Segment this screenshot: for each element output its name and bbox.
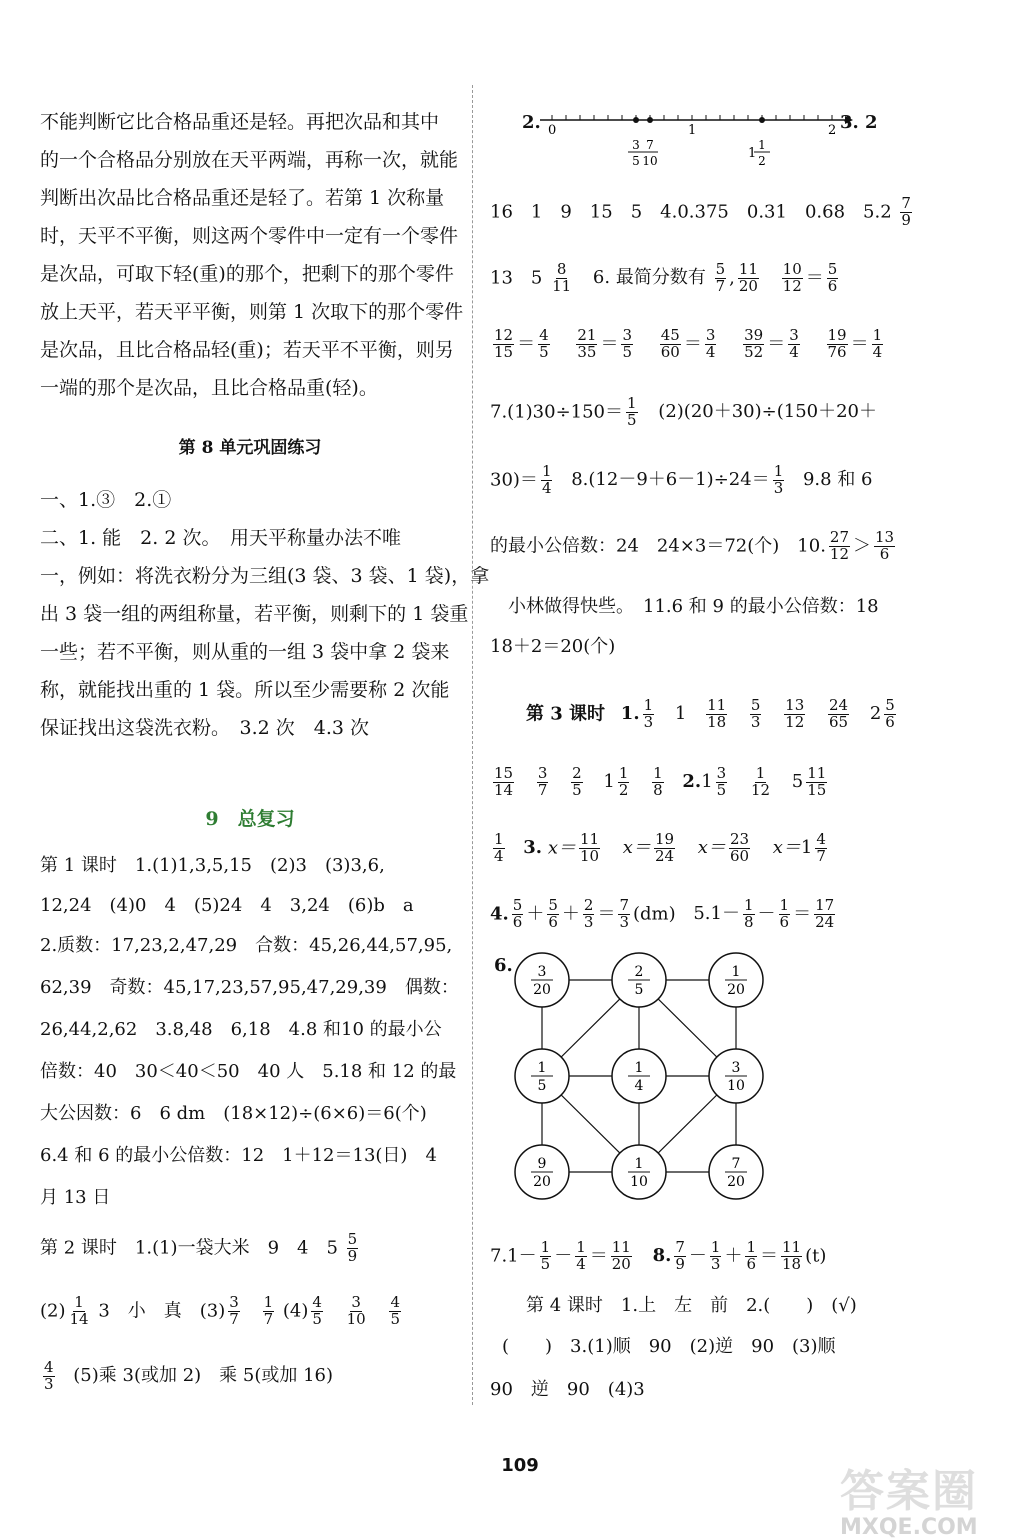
fraction: $\frac{19}{76}$ — [827, 326, 847, 361]
fraction: $\frac{5}{7}$ — [715, 260, 726, 295]
page-number: 109 — [501, 1455, 539, 1476]
fraction-denominator: 5 — [632, 154, 640, 168]
column-divider — [472, 85, 473, 1405]
text-span: 6. 最简分数有 — [592, 267, 706, 289]
text-line: 2.质数：17,23,2,47,29 合数：45,26,44,57,95, — [40, 935, 453, 956]
lesson4-line1: 第 4 课时 1.上 左 前 2.( ) (√) — [526, 1295, 857, 1316]
fraction: $\frac{7}{9}$ — [901, 194, 911, 229]
text-line: 62,39 奇数：45,17,23,57,95,47,29,39 偶数： — [40, 977, 459, 998]
fraction: $\frac{21}{35}$ — [577, 326, 597, 361]
fraction: $\frac{13}{12}$ — [785, 696, 805, 731]
fraction: $\frac{12}{15}$ — [494, 326, 514, 361]
fraction: $\frac{1}{14}$ — [69, 1293, 89, 1328]
text-line: 18＋2＝20(个) — [490, 636, 616, 657]
fraction: $\frac{1}{3}$ — [643, 696, 654, 731]
fraction: $\frac{4}{3}$ — [44, 1358, 54, 1393]
fraction: $\frac{1}{5}$ — [540, 1238, 551, 1273]
lesson4-line2: ( ) 3.(1)顺 90 (2)逆 90 (3)顺 — [502, 1336, 836, 1357]
fraction: $\frac{19}{24}$ — [654, 830, 675, 865]
text-span: x＝ — [622, 837, 651, 859]
lesson2-line3 — [40, 1360, 333, 1393]
point-marker — [647, 117, 653, 123]
number-line — [540, 108, 880, 168]
lesson3-row3 — [490, 832, 830, 865]
fraction: $\frac{1}{7}$ — [263, 1293, 274, 1328]
question-label: 8. — [652, 1245, 672, 1267]
lesson3-row5: 7.1－ $\frac{1}{5}$ － $\frac{1}{4}$ ＝ $\frac{11}{20}$ 8. $\frac{7}{9}$ － $\frac{1}{3}$ ＋ $\frac{1}{6}$ ＝ $\frac{11}{18}$ (t) — [490, 1238, 827, 1273]
question-label: 2. — [682, 771, 702, 793]
point-marker — [759, 117, 765, 123]
lesson4-line3: 90 逆 90 (4)3 — [490, 1379, 645, 1400]
text-line — [490, 396, 877, 429]
fraction: $\frac{27}{12}$ — [829, 528, 850, 563]
fraction: $\frac{3}{4}$ — [789, 326, 799, 361]
fraction: $\frac{5}{6}$ — [512, 896, 523, 931]
text-span: 16 1 9 15 5 4.0.375 0.31 0.68 5.2 — [490, 201, 892, 223]
fraction: $\frac{8}{11}$ — [552, 260, 572, 295]
fraction: $\frac{1}{4}$ — [872, 326, 883, 361]
fraction: $\frac{11}{10}$ — [579, 830, 600, 865]
watermark-logo — [840, 1455, 1015, 1540]
fraction-numerator: 3 — [632, 138, 640, 152]
text-line: 第 1 课时 1.(1)1,3,5,15 (2)3 (3)3,6, — [40, 855, 385, 876]
text-line — [490, 464, 873, 497]
fraction: $\frac{5}{9}$ — [347, 1230, 358, 1265]
node-numerator: 1 — [731, 964, 741, 980]
text-span: 的最小公倍数：24 24×3＝72(个) 10. — [490, 535, 826, 557]
number-line-block — [522, 108, 1002, 168]
node-denominator: 20 — [727, 982, 745, 998]
fraction-numerator: 1 — [758, 138, 766, 152]
fraction-denominator: 2 — [758, 154, 766, 168]
fraction: $\frac{7}{3}$ — [619, 896, 629, 931]
fraction: $\frac{24}{65}$ — [829, 696, 849, 731]
fraction: $\frac{3}{4}$ — [705, 326, 716, 361]
fraction: $\frac{2}{3}$ — [583, 896, 594, 931]
fraction-denominator: 10 — [642, 154, 658, 168]
fraction: $\frac{4}{5}$ — [390, 1293, 400, 1328]
text-line: 一端的那个是次品，且比合格品重(轻)。 — [40, 377, 378, 399]
text-span: 13 5 — [490, 267, 543, 289]
text-line: 月 13 日 — [40, 1187, 111, 1208]
lesson3-row2 — [490, 766, 830, 799]
text-line — [490, 530, 898, 563]
fraction: $\frac{1}{3}$ — [773, 462, 784, 497]
text-line: 一，例如：将洗衣粉分为三组(3 袋、3 袋、1 袋)，拿 — [40, 565, 490, 587]
node-denominator: 5 — [537, 1078, 547, 1094]
lesson-label: 第 3 课时 — [526, 703, 606, 725]
text-line: 13 5 $\frac{8}{11}$ 6. 最简分数有 $\frac{5}{7}$ , $\frac{11}{20}$ $\frac{10}{12}$ ＝ $\frac{5}{6}$ — [490, 260, 838, 295]
text-span: 第 2 课时 1.(1)一袋大米 9 4 5 — [40, 1237, 338, 1259]
fraction: $\frac{1}{6}$ — [779, 896, 790, 931]
fraction-numerator: 7 — [646, 138, 654, 152]
text-line — [490, 196, 915, 229]
text-span: (4) — [282, 1300, 309, 1322]
question-label: 2. — [522, 112, 541, 133]
fraction: $\frac{1}{4}$ — [541, 462, 552, 497]
fraction: $\frac{3}{5}$ — [622, 326, 633, 361]
fraction: $\frac{13}{6}$ — [875, 528, 895, 563]
fraction-graph-diagram — [504, 948, 774, 1208]
text-span: 1 — [674, 703, 687, 725]
text-line: 不能判断它比合格品重还是轻。再把次品和其中 — [40, 111, 440, 133]
text-line: 大公因数：6 6 dm (18×12)÷(6×6)＝6(个) — [40, 1103, 427, 1124]
mixed-number: 1 $\frac{3}{5}$ — [701, 764, 727, 799]
text-span: ＞ — [853, 535, 872, 557]
fraction: $\frac{5}{6}$ — [548, 896, 558, 931]
mixed-number: 1 $\frac{4}{7}$ — [800, 830, 826, 865]
text-line: 保证找出这袋洗衣粉。 3.2 次 4.3 次 — [40, 717, 370, 739]
fraction: $\frac{1}{3}$ — [710, 1238, 721, 1273]
fraction: $\frac{11}{18}$ — [782, 1238, 802, 1273]
node-numerator: 1 — [634, 1060, 644, 1076]
text-line: 小林做得快些。 11.6 和 9 的最小公倍数：18 — [508, 596, 879, 617]
text-span: (2) — [40, 1300, 66, 1322]
fraction: $\frac{23}{60}$ — [729, 830, 750, 865]
text-line: 倍数：40 30＜40＜50 40 人 5.18 和 12 的最 — [40, 1061, 457, 1082]
node-denominator: 5 — [634, 982, 644, 998]
text-span: (dm) — [632, 903, 676, 925]
node-denominator: 10 — [630, 1174, 648, 1190]
node-numerator: 3 — [731, 1060, 741, 1076]
fraction: $\frac{5}{3}$ — [750, 696, 761, 731]
lesson3-row4: 4. $\frac{5}{6}$ ＋ $\frac{5}{6}$ ＋ $\frac{2}{3}$ ＝ $\frac{7}{3}$ (dm) 5.1－ $\frac{1}{8}$ － $\frac{1}{6}$ ＝ $\frac{17}{24}$ — [490, 896, 835, 931]
text-line: 一、1.③ 2.① — [40, 489, 172, 511]
mixed-number: 5 $\frac{11}{15}$ — [791, 764, 827, 799]
text-line: 6.4 和 6 的最小公倍数：12 1＋12＝13(日) 4 — [40, 1145, 437, 1166]
fraction: $\frac{15}{14}$ — [494, 764, 514, 799]
fraction: $\frac{1}{6}$ — [746, 1238, 756, 1273]
text-span: (5)乘 3(或加 2) 乘 5(或加 16) — [73, 1365, 334, 1387]
text-span: 3 小 真 (3) — [98, 1300, 226, 1322]
fraction: $\frac{2}{5}$ — [572, 764, 582, 799]
fraction: $\frac{39}{52}$ — [744, 326, 764, 361]
text-line: 二、1. 能 2. 2 次。 用天平称量办法不唯 — [40, 527, 401, 549]
text-span: 5.1－ — [693, 903, 740, 925]
fraction: $\frac{4}{5}$ — [312, 1293, 322, 1328]
question-label: 4. — [490, 903, 509, 925]
question-label: 3. — [523, 837, 543, 859]
fraction: $\frac{1}{4}$ — [576, 1238, 586, 1273]
fraction-equalities: $\frac{12}{15}$ ＝ $\frac{4}{5}$ $\frac{21}{35}$ ＝ $\frac{3}{5}$ $\frac{45}{60}$ ＝ $\frac{3}{4}$ $\frac{39}{52}$ ＝ $\frac{3}{4}$ $\frac{19}{76}$ ＝ $\frac{1}{4}$ — [494, 326, 883, 361]
fraction: $\frac{4}{5}$ — [539, 326, 549, 361]
text-line: 的一个合格品分别放在天平两端，再称一次，就能 — [40, 149, 459, 171]
mixed-whole: 1 — [748, 146, 757, 161]
fraction: $\frac{3}{7}$ — [229, 1293, 239, 1328]
tick-label: 1 — [688, 123, 697, 138]
text-span: 30)＝ — [490, 469, 538, 491]
text-span: x＝ — [697, 837, 726, 859]
mixed-number: 2 $\frac{5}{6}$ — [869, 696, 895, 731]
text-line: 出 3 袋一组的两组称量，若平衡，则剩下的 1 袋重 — [40, 603, 469, 625]
fraction: $\frac{1}{4}$ — [494, 830, 504, 865]
fraction: $\frac{1}{12}$ — [750, 764, 771, 799]
fraction: $\frac{5}{6}$ — [827, 260, 838, 295]
mixed-number: 1 $\frac{1}{2}$ — [603, 764, 629, 799]
text-span: x＝ — [772, 837, 801, 859]
node-numerator: 9 — [537, 1156, 547, 1172]
question-label: 6. — [494, 955, 513, 976]
text-span: (t) — [805, 1245, 827, 1267]
text-line: 放上天平，若天平平衡，则第 1 次取下的那个零件 — [40, 301, 464, 323]
fraction: $\frac{10}{12}$ — [782, 260, 802, 295]
unit8-title: 第 8 单元巩固练习 — [178, 438, 322, 458]
text-line: 12,24 (4)0 4 (5)24 4 3,24 (6)b a — [40, 895, 414, 916]
fraction: $\frac{45}{60}$ — [660, 326, 680, 361]
fraction: $\frac{11}{20}$ — [738, 260, 758, 295]
tick-label: 0 — [548, 123, 557, 138]
node-denominator: 4 — [634, 1078, 644, 1094]
question-label: 1. — [620, 703, 640, 725]
node-denominator: 20 — [727, 1174, 745, 1190]
text-line: 判断出次品比合格品重还是轻了。若第 1 次称量 — [40, 187, 445, 209]
node-numerator: 1 — [537, 1060, 547, 1076]
fraction: $\frac{7}{9}$ — [675, 1238, 685, 1273]
watermark-text: 答案圈 — [840, 1466, 978, 1517]
node-denominator: 20 — [533, 982, 551, 998]
fraction: $\frac{3}{7}$ — [537, 764, 548, 799]
text-span: 3. 2 — [840, 112, 878, 133]
node-denominator: 10 — [727, 1078, 745, 1094]
chapter-title: 9 总复习 — [205, 808, 295, 830]
text-line: 一些；若不平衡，则从重的一组 3 袋中拿 2 袋来 — [40, 641, 450, 663]
fraction: $\frac{1}{8}$ — [744, 896, 754, 931]
text-line: 称，就能找出重的 1 袋。所以至少需要称 2 次能 — [40, 679, 450, 701]
fraction: $\frac{1}{8}$ — [653, 764, 663, 799]
tick-label: 2 — [828, 123, 837, 138]
fraction: $\frac{1}{5}$ — [627, 394, 637, 429]
text-span: 7.(1)30÷150＝ — [490, 401, 624, 423]
text-span: x＝ — [547, 837, 576, 859]
text-span: 8.(12－9＋6－1)÷24＝ — [571, 469, 770, 491]
fraction: $\frac{3}{10}$ — [346, 1293, 366, 1328]
text-span: (2)(20＋30)÷(150＋20＋ — [658, 401, 878, 423]
text-span: 9.8 和 6 — [802, 469, 873, 491]
node-denominator: 20 — [533, 1174, 551, 1190]
lesson2-line2 — [40, 1295, 404, 1328]
fraction: $\frac{17}{24}$ — [815, 896, 835, 931]
lesson3-row1 — [526, 698, 899, 731]
point-marker — [633, 117, 639, 123]
text-line: 26,44,2,62 3.8,48 6,18 4.8 和10 的最小公 — [40, 1019, 442, 1040]
lesson2-line1 — [40, 1232, 361, 1265]
fraction: $\frac{11}{20}$ — [611, 1238, 631, 1273]
node-numerator: 7 — [731, 1156, 741, 1172]
node-numerator: 3 — [537, 964, 547, 980]
fraction: $\frac{11}{18}$ — [707, 696, 727, 731]
watermark-url: MXQE.COM — [840, 1515, 978, 1540]
text-line: 是次品，可取下轻(重)的那个，把剩下的那个零件 — [40, 263, 454, 285]
text-line: 是次品，且比合格品轻(重)；若天平不平衡，则另 — [40, 339, 454, 361]
node-numerator: 2 — [634, 964, 644, 980]
text-span: 7.1－ — [490, 1245, 537, 1267]
node-numerator: 1 — [634, 1156, 644, 1172]
text-line: 时，天平不平衡，则这两个零件中一定有一个零件 — [40, 225, 459, 247]
